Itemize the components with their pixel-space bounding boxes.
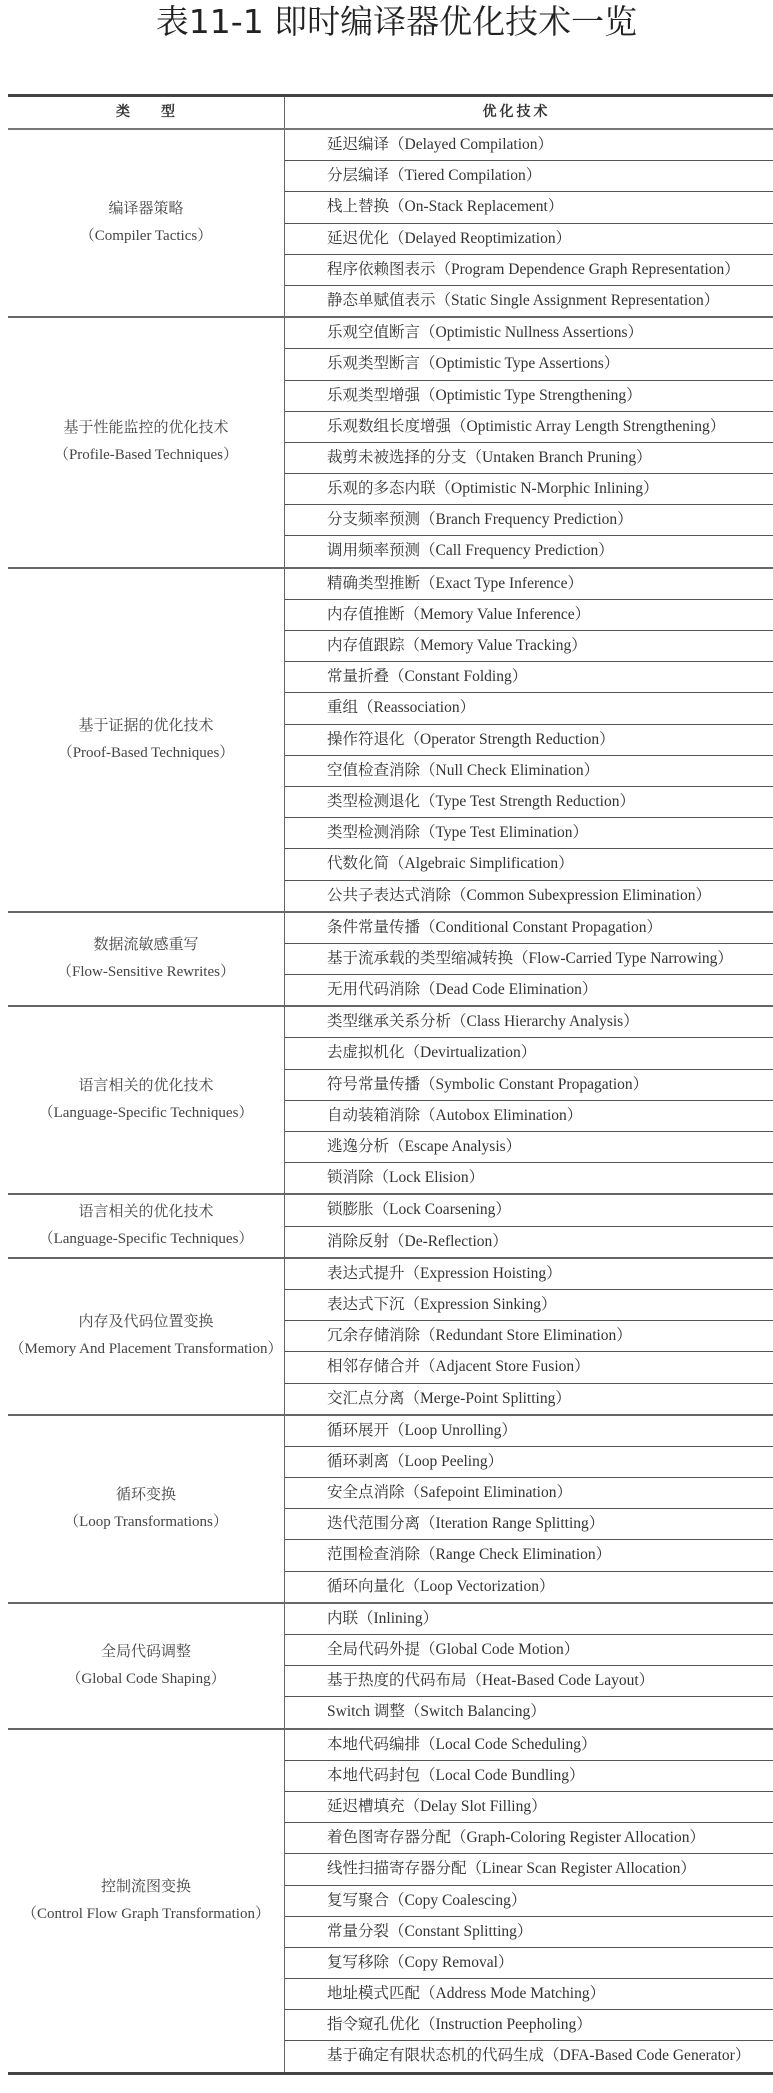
group-name: 循环变换 [115, 1486, 176, 1503]
technique-row: 操作符退化（Operator Strength Reduction） [285, 725, 773, 756]
technique-row: 内存值推断（Memory Value Inference） [285, 600, 773, 631]
technique-row: 安全点消除（Safepoint Elimination） [285, 1478, 773, 1509]
table-group [8, 1416, 773, 1604]
technique-row: 消除反射（De-Reflection） [327, 1232, 508, 1250]
technique-row: 复写聚合（Copy Coalescing） [285, 1886, 773, 1917]
technique-row: 本地代码编排（Local Code Scheduling） [285, 1730, 773, 1761]
group-label [8, 1259, 285, 1414]
group-techniques [285, 1259, 773, 1414]
technique-row: 分支频率预测（Branch Frequency Prediction） [285, 505, 773, 536]
technique-row: 循环向量化（Loop Vectorization） [327, 1577, 555, 1595]
technique-row: 乐观数组长度增强（Optimistic Array Length Strengthening） [285, 412, 773, 443]
technique-row: 分层编译（Tiered Compilation） [285, 161, 773, 192]
technique-row: 代数化简（Algebraic Simplification） [285, 849, 773, 880]
technique-row: 锁消除（Lock Elision） [327, 1169, 485, 1187]
technique-row: 循环展开（Loop Unrolling） [285, 1416, 773, 1447]
group-techniques [285, 569, 773, 911]
group-techniques [285, 1195, 773, 1256]
technique-row: 乐观类型断言（Optimistic Type Assertions） [285, 349, 773, 380]
group-name-english: （Profile-Based Techniques） [53, 447, 239, 464]
technique-row: 着色图寄存器分配（Graph-Coloring Register Allocation） [285, 1823, 773, 1854]
group-techniques [285, 913, 773, 1006]
technique-row: 精确类型推断（Exact Type Inference） [285, 569, 773, 600]
technique-row: 程序依赖图表示（Program Dependence Graph Representation） [285, 255, 773, 286]
group-label [8, 913, 285, 1006]
technique-row: 逃逸分析（Escape Analysis） [285, 1132, 773, 1163]
technique-row: 空值检查消除（Null Check Elimination） [285, 756, 773, 787]
technique-row: 表达式提升（Expression Hoisting） [285, 1259, 773, 1290]
technique-row: 调用频率预测（Call Frequency Prediction） [327, 542, 614, 560]
group-techniques [285, 1604, 773, 1728]
technique-row: 范围检查消除（Range Check Elimination） [285, 1540, 773, 1571]
group-name: 数据流敏感重写 [93, 936, 199, 953]
group-name-english: （Memory And Placement Transformation） [9, 1341, 283, 1358]
group-name-english: （Language-Specific Techniques） [38, 1105, 254, 1122]
technique-row: 类型检测消除（Type Test Elimination） [285, 818, 773, 849]
table-group [8, 569, 773, 913]
header-type: 类 型 [8, 97, 285, 128]
group-name-english: （Control Flow Graph Transformation） [22, 1905, 270, 1922]
table-group [8, 913, 773, 1008]
group-techniques [285, 1007, 773, 1193]
group-label [8, 1416, 285, 1602]
group-techniques [285, 318, 773, 567]
table-group [8, 130, 773, 318]
technique-row: 循环剥离（Loop Peeling） [285, 1447, 773, 1478]
group-name: 内存及代码位置变换 [78, 1314, 214, 1331]
group-name: 基于证据的优化技术 [78, 717, 214, 734]
technique-row: 常量折叠（Constant Folding） [285, 662, 773, 693]
table-group [8, 1604, 773, 1730]
technique-row: 条件常量传播（Conditional Constant Propagation） [285, 913, 773, 944]
technique-row: 基于确定有限状态机的代码生成（DFA-Based Code Generator） [327, 2047, 751, 2065]
technique-row: 静态单赋值表示（Static Single Assignment Representation） [327, 291, 720, 309]
technique-row: 内联（Inlining） [285, 1604, 773, 1635]
group-label [8, 130, 285, 316]
technique-row: 相邻存储合并（Adjacent Store Fusion） [285, 1352, 773, 1383]
header-technique: 优化技术 [482, 105, 551, 120]
group-label [8, 1195, 285, 1256]
group-techniques [285, 130, 773, 316]
table-group [8, 1259, 773, 1416]
table-header [8, 97, 773, 130]
group-label [8, 1730, 285, 2072]
technique-row: 类型检测退化（Type Test Strength Reduction） [285, 787, 773, 818]
technique-row: 常量分裂（Constant Splitting） [285, 1917, 773, 1948]
group-name-english: （Proof-Based Techniques） [57, 744, 235, 761]
optimization-table [8, 94, 773, 2075]
technique-row: 自动装箱消除（Autobox Elimination） [285, 1101, 773, 1132]
technique-row: 全局代码外提（Global Code Motion） [285, 1635, 773, 1666]
page-title: 表11-1 即时编译器优化技术一览 [155, 2, 638, 41]
table-group [8, 1730, 773, 2072]
technique-row: 重组（Reassociation） [285, 693, 773, 724]
technique-row: 复写移除（Copy Removal） [285, 1948, 773, 1979]
group-name: 全局代码调整 [100, 1643, 191, 1660]
group-label [8, 318, 285, 567]
technique-row: 延迟编译（Delayed Compilation） [285, 130, 773, 161]
technique-row: 无用代码消除（Dead Code Elimination） [327, 981, 598, 999]
technique-row: 类型继承关系分析（Class Hierarchy Analysis） [285, 1007, 773, 1038]
table-group [8, 1195, 773, 1258]
group-name-english: （Global Code Shaping） [66, 1670, 226, 1687]
group-techniques [285, 1730, 773, 2072]
technique-row: 乐观的多态内联（Optimistic N-Morphic Inlining） [285, 474, 773, 505]
table-group [8, 318, 773, 569]
technique-row: 迭代范围分离（Iteration Range Splitting） [285, 1509, 773, 1540]
technique-row: 锁膨胀（Lock Coarsening） [285, 1195, 773, 1226]
technique-row: 本地代码封包（Local Code Bundling） [285, 1761, 773, 1792]
group-name-english: （Loop Transformations） [64, 1513, 228, 1530]
group-techniques [285, 1416, 773, 1602]
technique-row: 基于热度的代码布局（Heat-Based Code Layout） [285, 1666, 773, 1697]
technique-row: 延迟优化（Delayed Reoptimization） [285, 224, 773, 255]
technique-row: 公共子表达式消除（Common Subexpression Elimination） [327, 886, 712, 904]
group-name: 编译器策略 [108, 201, 184, 218]
group-name: 基于性能监控的优化技术 [63, 420, 229, 437]
technique-row: 地址模式匹配（Address Mode Matching） [285, 1979, 773, 2010]
group-name-english: （Flow-Sensitive Rewrites） [57, 963, 235, 980]
technique-row: 符号常量传播（Symbolic Constant Propagation） [285, 1070, 773, 1101]
technique-row: 乐观类型增强（Optimistic Type Strengthening） [285, 381, 773, 412]
technique-row: 内存值跟踪（Memory Value Tracking） [285, 631, 773, 662]
technique-row: 交汇点分离（Merge-Point Splitting） [327, 1389, 571, 1407]
group-name: 语言相关的优化技术 [78, 1204, 214, 1221]
technique-row: Switch 调整（Switch Balancing） [327, 1703, 546, 1721]
table-body [8, 130, 773, 2072]
technique-row: 栈上替换（On-Stack Replacement） [285, 192, 773, 223]
technique-row: 指令窥孔优化（Instruction Peepholing） [285, 2010, 773, 2041]
table-group [8, 1007, 773, 1195]
technique-row: 表达式下沉（Expression Sinking） [285, 1290, 773, 1321]
group-label [8, 569, 285, 911]
group-label [8, 1604, 285, 1728]
technique-row: 线性扫描寄存器分配（Linear Scan Register Allocation） [285, 1854, 773, 1885]
group-name-english: （Compiler Tactics） [79, 228, 213, 245]
group-label [8, 1007, 285, 1193]
technique-row: 冗余存储消除（Redundant Store Elimination） [285, 1321, 773, 1352]
technique-row: 延迟槽填充（Delay Slot Filling） [285, 1792, 773, 1823]
technique-row: 裁剪未被选择的分支（Untaken Branch Pruning） [285, 443, 773, 474]
group-name-english: （Language-Specific Techniques） [38, 1231, 254, 1248]
technique-row: 乐观空值断言（Optimistic Nullness Assertions） [285, 318, 773, 349]
group-name: 语言相关的优化技术 [78, 1078, 214, 1095]
group-name: 控制流图变换 [100, 1878, 191, 1895]
technique-row: 基于流承载的类型缩减转换（Flow-Carried Type Narrowing） [285, 944, 773, 975]
technique-row: 去虚拟机化（Devirtualization） [285, 1038, 773, 1069]
